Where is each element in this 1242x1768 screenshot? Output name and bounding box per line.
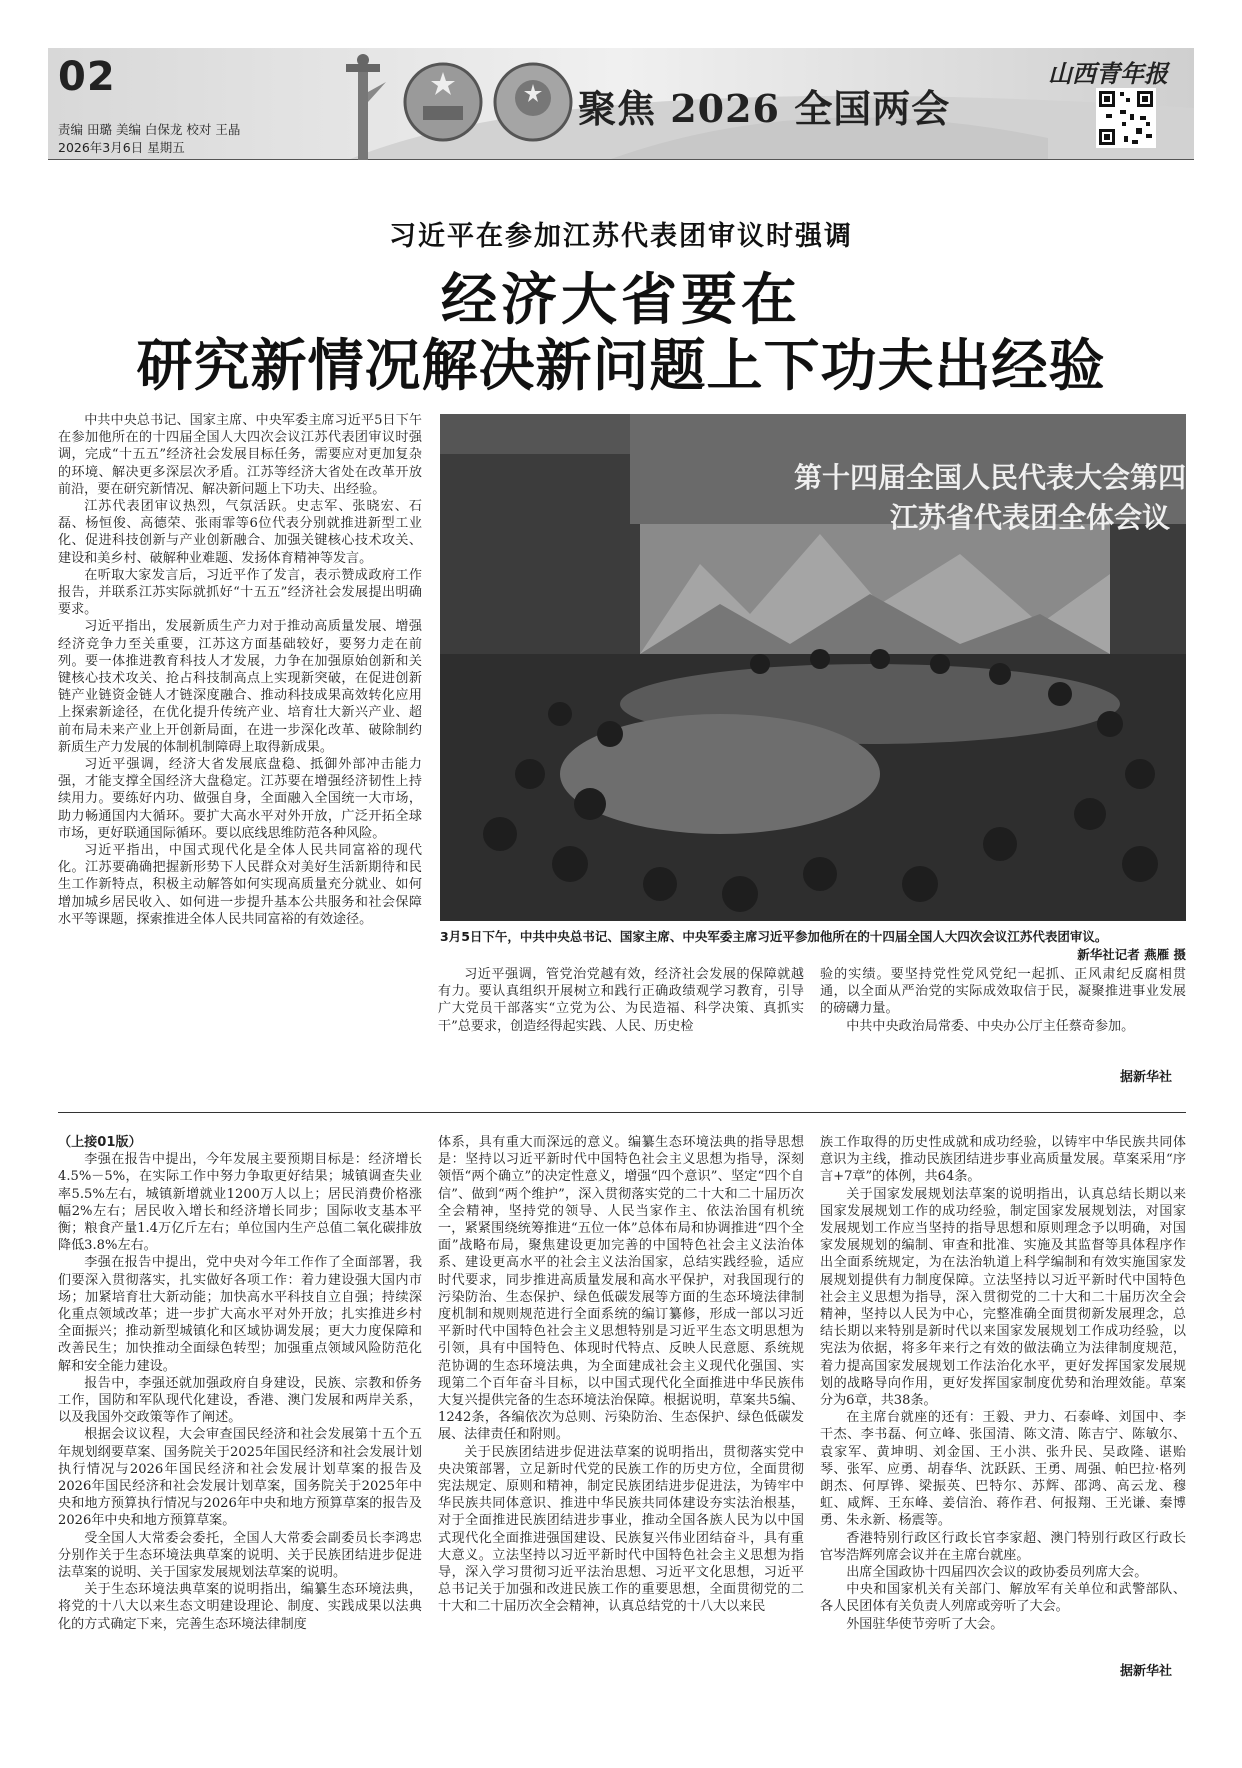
continued-paragraph: 中央和国家机关有关部门、解放军有关单位和武警部队、各人民团体有关负责人列席或旁听了大会。 xyxy=(820,1582,1186,1615)
continued-signature: 据新华社 xyxy=(1120,1664,1173,1679)
continued-paragraph: 李强在报告中提出，党中央对今年工作作了全面部署，我们要深入贯彻落实，扎实做好各项工作：着力建设强大国内市场；加紧培育壮大新动能；加快高水平科技自立自强；持续深化重点领域改革；进一步扩大高水平对外开放；扎实推进乡村全面振兴；推动新型城镇化和区域协调发展；更大力度保障和改善民生；加快推动全面绿色转型；加强重点领域风险防范化解和安全能力建设。 xyxy=(58,1255,422,1374)
article-paragraph: 在听取大家发言后，习近平作了发言，表示赞成政府工作报告，并联系江苏实际就抓好“十五五”经济社会发展提出明确要求。 xyxy=(58,567,422,618)
article-paragraph: 江苏代表团审议热烈，气氛活跃。史志军、张晓宏、石磊、杨恒俊、高德荣、张雨霏等6位代表分别就推进新型工业化、促进科技创新与产业创新融合、加强关键核心技术攻关、建设和美乡村、破解种业难题、发扬体育精神等发言。 xyxy=(58,499,422,566)
section-divider xyxy=(58,1112,1186,1113)
continued-paragraph: 在主席台就座的还有：王毅、尹力、石泰峰、刘国中、李干杰、李书磊、何立峰、张国清、陈文清、陈吉宁、陈敏尔、袁家军、黄坤明、刘金国、王小洪、张升民、吴政隆、谌贻琴、张军、应勇、胡春华、沈跃跃、王勇、周强、帕巴拉·格列朗杰、何厚铧、梁振英、巴特尔、苏辉、邵鸿、高云龙、穆虹、咸辉、王东峰、姜信治、蒋作君、何报翔、王光谦、秦博勇、朱永新、杨震等。 xyxy=(820,1410,1186,1529)
headline-line-2: 研究新情况解决新问题上下功夫出经验 xyxy=(136,333,1106,399)
huabiao-pillar-icon xyxy=(338,52,388,160)
continued-column-1 xyxy=(58,1134,422,1654)
continued-paragraph: 关于国家发展规划法草案的说明指出，认真总结长期以来国家发展规划工作的成功经验，制定国家发展规划法，对国家发展规划工作应当坚持的指导思想和原则理念予以明确，对国家发展规划的编制、审查和批准、实施及其监督等具体程序作出全面系统规定，为在法治轨道上科学编制和有效实施国家发展规划提供有力制度保障。立法坚持以习近平新时代中国特色社会主义思想为指导，深入贯彻党的二十大和二十届历次全会精神，坚持以人民为中心，完整准确全面贯彻新发展理念，总结长期以来特别是新时代以来国家发展规划工作成功经验，以宪法为依据，将多年来行之有效的做法确立为法律制度规范，着力提高国家发展规划工作法治化水平，更好发挥国家发展规划的战略导向作用，更好发挥国家制度优势和治理效能。草案分为6章，共38条。 xyxy=(820,1186,1186,1409)
photo-credit: 新华社记者 燕雁 摄 xyxy=(1077,947,1186,962)
continued-tag: （上接01版） xyxy=(58,1135,142,1150)
continued-paragraph: 李强在报告中提出，今年发展主要预期目标是：经济增长4.5%－5%，在实际工作中努力争取更好结果；城镇调查失业率5.5%左右，城镇新增就业1200万人以上；居民消费价格涨幅2%左右；居民收入增长和经济增长同步；国际收支基本平衡；粮食产量1.4万亿斤左右；单位国内生产总值二氧化碳排放降低3.8%左右。 xyxy=(58,1152,422,1254)
masthead xyxy=(48,48,1194,160)
continued-paragraph: 族工作取得的历史性成就和成功经验，以铸牢中华民族共同体意识为主线，推动民族团结进步事业高质量发展。草案采用“序言+7章”的体例，共64条。 xyxy=(820,1135,1186,1185)
article-column-middle xyxy=(438,966,804,1066)
cppcc-emblem-icon xyxy=(488,54,578,154)
issue-date: 2026年3月6日 星期五 xyxy=(58,140,185,155)
page-number: 02 xyxy=(58,54,116,100)
continued-paragraph: 香港特别行政区行政长官李家超、澳门特别行政区行政长官岑浩辉列席会议并在主席台就座。 xyxy=(820,1530,1186,1563)
article-paragraph: 中共中央总书记、国家主席、中央军委主席习近平5日下午在参加他所在的十四届全国人大四次会议江苏代表团审议时强调，完成“十五五”经济社会发展目标任务，需要应对更加复杂的环境、解决更多深层次矛盾。江苏等经济大省处在改革开放前沿，要在研究新情况、解决新问题上下功夫、出经验。 xyxy=(58,413,422,497)
photo-banner-line-1: 第十四届全国人民代表大会第四 xyxy=(793,461,1186,494)
section-title: 聚焦 2026 全国两会 xyxy=(578,86,951,131)
continued-paragraph: 关于生态环境法典草案的说明指出，编纂生态环境法典，将党的十八大以来生态文明建设理论、制度、实践成果以法典化的方式确定下来，完善生态环境法律制度 xyxy=(58,1582,422,1632)
continued-paragraph: 关于民族团结进步促进法草案的说明指出，贯彻落实党中央决策部署，立足新时代党的民族工作的历史方位，全面贯彻宪法规定、原则和精神，制定民族团结进步促进法，为铸牢中华民族共同体意识、推进中华民族共同体建设夯实法治根基，对于全面推进民族团结进步事业，推动全国各族人民为以中国式现代化全面推进强国建设、民族复兴伟业团结奋斗，具有重大意义。立法坚持以习近平新时代中国特色社会主义思想为指导，深入学习贯彻习近平法治思想、习近平文化思想，习近平总书记关于加强和改进民族工作的重要思想，全面贯彻党的二十大和二十届历次全会精神，认真总结党的十八大以来民 xyxy=(438,1444,804,1615)
continued-paragraph: 根据会议议程，大会审查国民经济和社会发展第十五个五年规划纲要草案、国务院关于2025年国民经济和社会发展计划执行情况与2026年国民经济和社会发展计划草案的报告及2026年国民经济和社会发展计划草案，国务院关于2025年中央和地方预算执行情况与2026年中央和地方预算草案的报告及2026年中央和地方预算草案。 xyxy=(58,1427,422,1529)
headline-line-1: 经济大省要在 xyxy=(441,267,801,333)
continued-paragraph: 出席全国政协十四届四次会议的政协委员列席大会。 xyxy=(846,1565,1148,1581)
article-paragraph: 中共中央政治局常委、中央办公厅主任蔡奇参加。 xyxy=(846,1018,1135,1034)
article-paragraph: 习近平指出，中国式现代化是全体人民共同富裕的现代化。江苏要确确把握新形势下人民群众对美好生活新期待和民生工作新特点，积极主动解答如何实现高质量充分就业、如何增加城乡居民收入、如何进一步提升基本公共服务和社会保障水平等课题，探索推进全体人民共同富裕的有效途径。 xyxy=(58,843,422,927)
article-column-right xyxy=(820,966,1186,1066)
national-emblem-icon xyxy=(398,54,488,154)
article-paragraph: 习近平指出，发展新质生产力对于推动高质量发展、增强经济竞争力至关重要，江苏这方面基础较好，要努力走在前列。要一体推进教育科技人才发展，力争在加强原始创新和关键核心技术攻关、抢占科技制高点上实现新突破，在促进创新链产业链资金链人才链深度融合、推动科技成果高效转化应用上探索新途径，在优化提升传统产业、培育壮大新兴产业、超前布局未来产业上开创新局面，在进一步深化改革、破除制约新质生产力发展的体制机制障碍上取得新成果。 xyxy=(58,619,422,755)
continued-paragraph: 受全国人大常委会委托，全国人大常委会副委员长李鸿忠分别作关于生态环境法典草案的说明、关于民族团结进步促进法草案的说明、关于国家发展规划法草案的说明。 xyxy=(58,1530,422,1581)
continued-paragraph: 外国驻华使节旁听了大会。 xyxy=(846,1616,1004,1632)
article-paragraph: 习近平强调，经济大省发展底盘稳、抵御外部冲击能力强，才能支撑全国经济大盘稳定。江苏要在增强经济韧性上持续用力。要练好内功、做强自身，全面融入全国统一大市场，助力畅通国内大循环。要扩大高水平对外开放，广泛开拓全球市场，更好联通国际循环。要以底线思维防范各种风险。 xyxy=(58,757,422,841)
headline-kicker: 习近平在参加江苏代表团审议时强调 xyxy=(389,221,853,252)
article-column-left xyxy=(58,412,422,1066)
continued-column-2 xyxy=(438,1134,804,1654)
newspaper-logo: 山西青年报 xyxy=(1048,59,1168,88)
article-paragraph: 验的实绩。要坚持党性党风党纪一起抓、正风肃纪反腐相贯通，以全面从严治党的实际成效取信于民，凝聚推进事业发展的磅礴力量。 xyxy=(820,967,1186,1017)
caption-text: 3月5日下午，中共中央总书记、国家主席、中央军委主席习近平参加他所在的十四届全国人大四次会议江苏代表团审议。 xyxy=(440,929,1108,944)
article-signature: 据新华社 xyxy=(1120,1070,1173,1085)
photo-banner-line-2: 江苏省代表团全体会议 xyxy=(889,501,1170,534)
continued-paragraph: 报告中，李强还就加强政府自身建设，民族、宗教和侨务工作，国防和军队现代化建设，香港、澳门发展和两岸关系，以及我国外交政策等作了阐述。 xyxy=(58,1375,422,1426)
continued-paragraph: 体系，具有重大而深远的意义。编纂生态环境法典的指导思想是：坚持以习近平新时代中国特色社会主义思想为指导，深刻领悟“两个确立”的决定性意义，增强“四个意识”、坚定“四个自信”、做到“两个维护”，深入贯彻落实党的二十大和二十届历次全会精神，坚持党的领导、人民当家作主、依法治国有机统一，紧紧围绕统筹推进“五位一体”总体布局和协调推进“四个全面”战略布局，聚焦建设更加完善的中国特色社会主义法治体系、建设更高水平的社会主义法治国家，总结实践经验，适应时代要求，同步推进高质量发展和高水平保护，对我国现行的污染防治、生态保护、绿色低碳发展等方面的生态环境法律制度机制和规则规范进行全面系统的编订纂修，形成一部以习近平新时代中国特色社会主义思想特别是习近平生态文明思想为引领，具有中国特色、体现时代特点、反映人民意愿、系统规范协调的生态环境法典，为全面建成社会主义现代化强国、实现第二个百年奋斗目标，以中国式现代化全面推进中华民族伟大复兴提供完备的生态环境法治保障。根据说明，草案共5编、1242条，各编依次为总则、污染防治、生态保护、绿色低碳发展、法律责任和附则。 xyxy=(438,1135,804,1443)
qr-code-icon xyxy=(1096,88,1156,148)
article-paragraph: 习近平强调，管党治党越有效，经济社会发展的保障就越有力。要认真组织开展树立和践行正确政绩观学习教育，引导广大党员干部落实“立党为公、为民造福、科学决策、真抓实干”总要求，创造经得起实践、人民、历史检 xyxy=(438,967,804,1034)
continued-column-3 xyxy=(820,1134,1186,1654)
photo-caption xyxy=(440,928,1186,964)
editor-credits: 责编 田璐 美编 白保龙 校对 王晶 xyxy=(58,122,241,137)
news-photo xyxy=(440,414,1186,921)
